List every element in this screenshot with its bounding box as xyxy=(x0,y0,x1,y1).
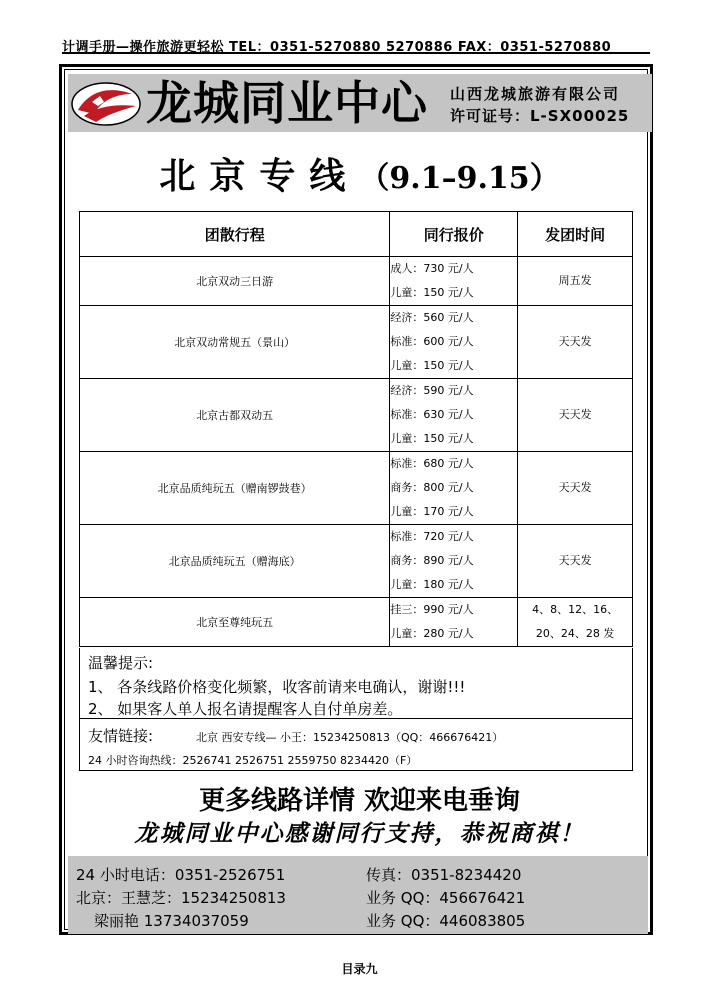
page-title xyxy=(0,148,719,199)
header-departure: 发团时间 xyxy=(518,212,633,257)
table-row xyxy=(80,306,633,379)
route-departure xyxy=(518,306,633,379)
price-line: 标准：720 元/人 xyxy=(390,530,474,543)
price-line: 成人：730 元/人 xyxy=(390,262,474,275)
departure-line: 天天发 xyxy=(558,408,592,421)
price-line: 标准：680 元/人 xyxy=(390,457,474,470)
route-name: 北京至尊纯玩五 xyxy=(80,598,390,647)
links-line: 北京 西安专线— 小王：15234250813（QQ：466676421） xyxy=(196,731,504,744)
company-logo-icon xyxy=(70,80,142,128)
tips-title: 温馨提示: xyxy=(88,654,154,672)
contact-hotline: 24 小时电话：0351-2526751 xyxy=(76,866,286,884)
top-rule xyxy=(62,52,650,54)
departure-line: 天天发 xyxy=(558,554,592,567)
route-departure xyxy=(518,525,633,598)
route-prices xyxy=(390,525,518,598)
departure-line: 天天发 xyxy=(558,335,592,348)
top-contact-line: 计调手册—操作旅游更轻松 TEL：0351-5270880 5270886 FAX：0351-5270880 xyxy=(62,40,612,55)
price-line: 儿童：150 元/人 xyxy=(390,359,474,372)
table-row xyxy=(80,598,633,647)
page-footer: 目录九 xyxy=(341,962,378,976)
contact-beijing-2: 梁丽艳 13734037059 xyxy=(94,912,249,930)
price-line: 标准：600 元/人 xyxy=(390,335,474,348)
price-line: 儿童：150 元/人 xyxy=(390,286,474,299)
links-title: 友情链接: xyxy=(88,727,154,745)
price-line: 经济：590 元/人 xyxy=(390,384,474,397)
price-line: 儿童：170 元/人 xyxy=(390,505,474,518)
route-departure xyxy=(518,598,633,647)
tips-box xyxy=(79,648,633,719)
contact-bar xyxy=(68,856,648,934)
price-line: 儿童：280 元/人 xyxy=(390,627,474,640)
route-name: 北京品质纯玩五（赠南锣鼓巷） xyxy=(80,452,390,525)
route-prices xyxy=(390,306,518,379)
links-box xyxy=(79,719,633,771)
route-departure xyxy=(518,379,633,452)
route-prices xyxy=(390,379,518,452)
route-name: 北京古都双动五 xyxy=(80,379,390,452)
price-line: 商务：800 元/人 xyxy=(390,481,474,494)
hotline-line: 24 小时咨询热线：2526741 2526751 2559750 8234420（F） xyxy=(88,754,418,767)
tip-item: 1、 各条线路价格变化频繁，收客前请来电确认，谢谢!!! xyxy=(88,678,466,696)
contact-qq-2: 业务 QQ：446083805 xyxy=(366,912,526,930)
license-number: 许可证号：L-SX00025 xyxy=(450,107,630,125)
table-header-row xyxy=(80,212,633,257)
contact-qq-1: 业务 QQ：456676421 xyxy=(366,889,526,907)
title-date: （9.1–9.15） xyxy=(359,161,560,196)
company-name: 山西龙城旅游有限公司 xyxy=(450,85,621,103)
route-departure xyxy=(518,452,633,525)
title-main: 北京专线 xyxy=(159,155,360,197)
departure-line: 20、24、28 发 xyxy=(535,627,615,640)
route-departure xyxy=(518,257,633,306)
route-name: 北京双动常规五（景山） xyxy=(80,306,390,379)
route-price-table xyxy=(79,211,633,647)
price-line: 经济：560 元/人 xyxy=(390,311,474,324)
tip-item: 2、 如果客人单人报名请提醒客人自付单房差。 xyxy=(88,700,403,718)
table-row xyxy=(80,525,633,598)
route-name: 北京双动三日游 xyxy=(80,257,390,306)
departure-line: 天天发 xyxy=(558,481,592,494)
price-line: 标准：630 元/人 xyxy=(390,408,474,421)
header-itinerary: 团散行程 xyxy=(80,212,390,257)
price-line: 商务：890 元/人 xyxy=(390,554,474,567)
route-prices xyxy=(390,257,518,306)
contact-fax: 传真：0351-8234420 xyxy=(366,866,522,884)
price-line: 儿童：180 元/人 xyxy=(390,578,474,591)
route-name: 北京品质纯玩五（赠海底） xyxy=(80,525,390,598)
departure-line: 周五发 xyxy=(558,274,592,287)
contact-beijing-1: 北京：王慧芝：15234250813 xyxy=(76,889,286,907)
route-prices xyxy=(390,598,518,647)
departure-line: 4、8、12、16、 xyxy=(532,603,619,616)
table-row xyxy=(80,379,633,452)
thanks-slogan: 龙城同业中心感谢同行支持，恭祝商祺！ xyxy=(134,821,585,847)
route-prices xyxy=(390,452,518,525)
brand-name: 龙城同业中心 xyxy=(146,76,428,130)
more-info-slogan: 更多线路详情 欢迎来电垂询 xyxy=(198,786,521,816)
table-row xyxy=(80,452,633,525)
price-line: 儿童：150 元/人 xyxy=(390,432,474,445)
header-price: 同行报价 xyxy=(390,212,518,257)
price-line: 挂三：990 元/人 xyxy=(390,603,474,616)
table-row xyxy=(80,257,633,306)
